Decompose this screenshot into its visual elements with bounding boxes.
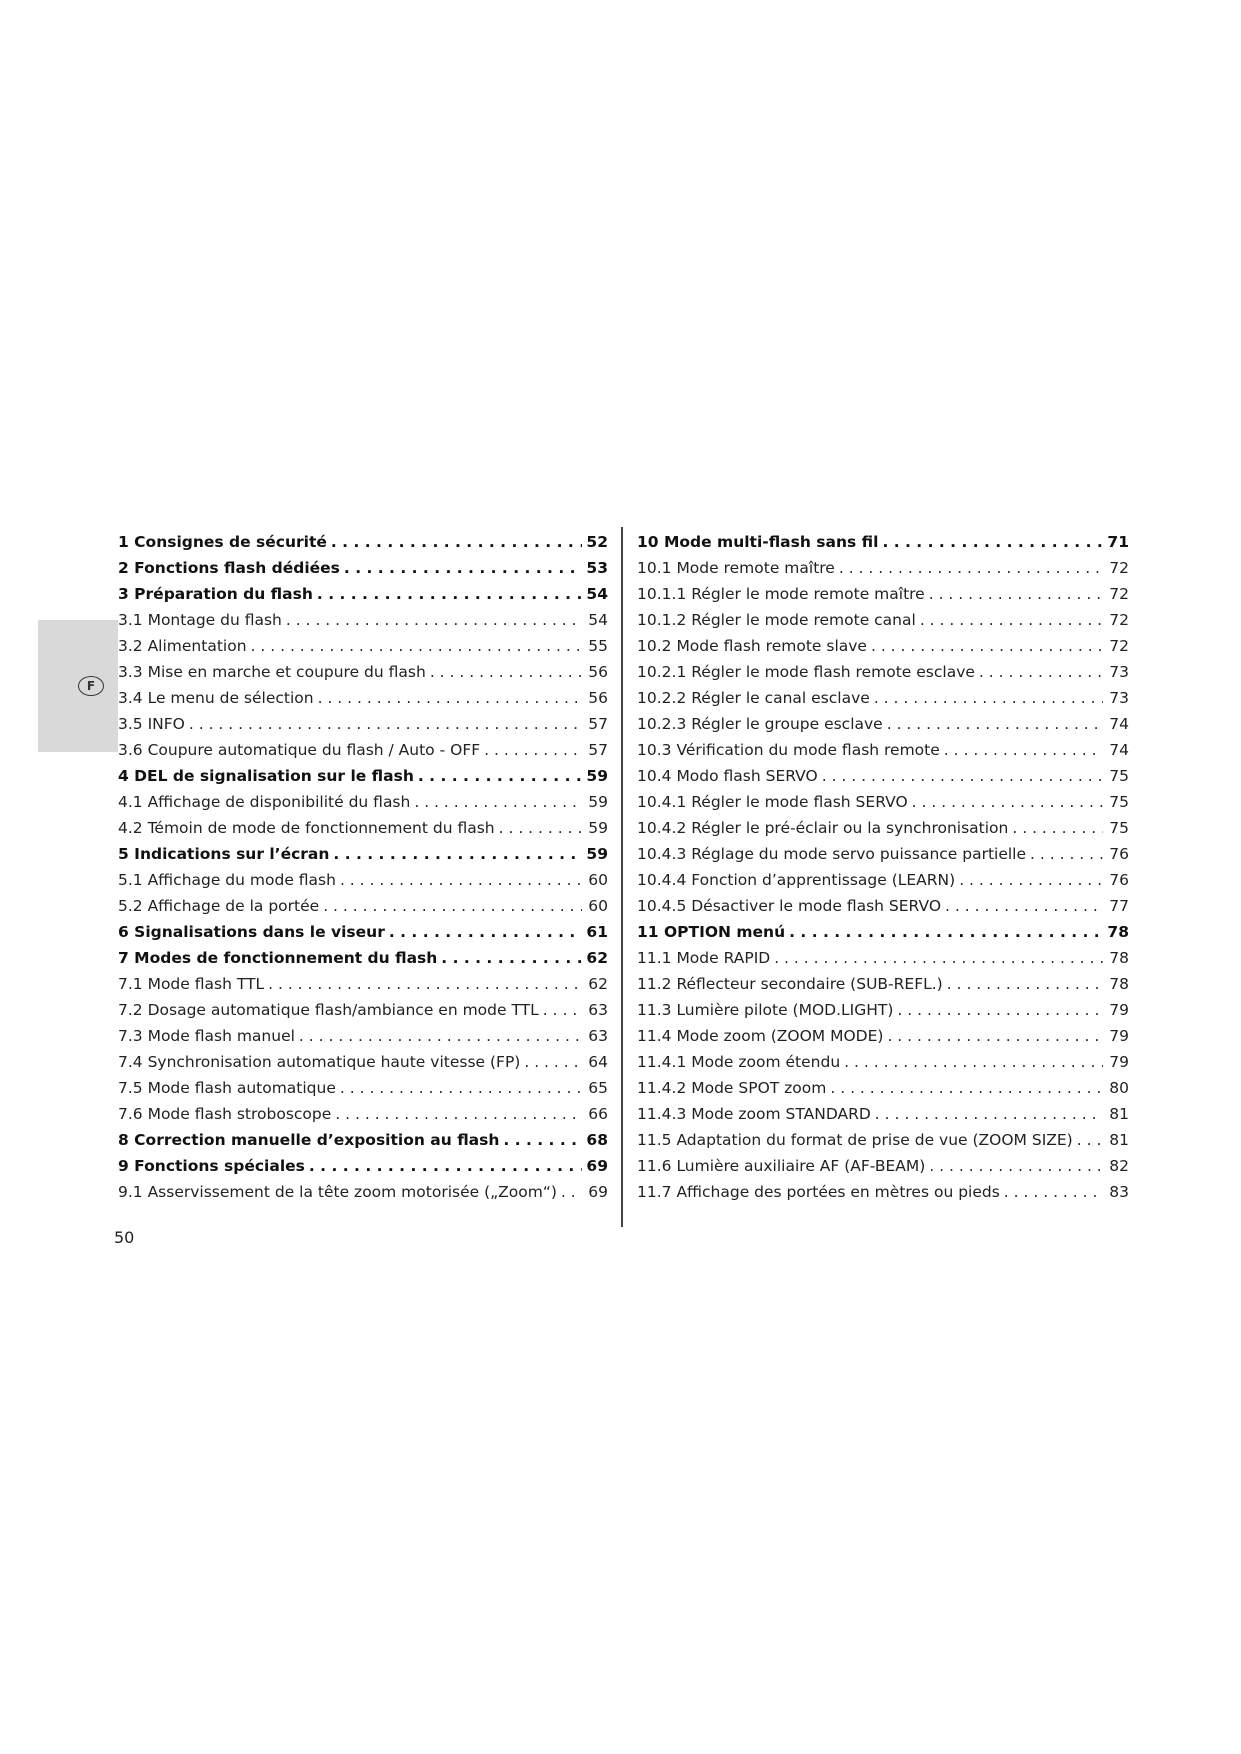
toc-entry-title: 7.6 Mode flash stroboscope <box>118 1105 332 1123</box>
toc-entry-page: 76 <box>1109 845 1129 863</box>
toc-entry-page: 63 <box>588 1001 608 1019</box>
toc-entry-title: 7.4 Synchronisation automatique haute vitesse (FP) <box>118 1053 521 1071</box>
toc-entry-page: 52 <box>586 533 608 551</box>
toc-entry <box>637 945 1129 971</box>
toc-entry-title: 7.5 Mode flash automatique <box>118 1079 336 1097</box>
toc-entry <box>118 971 608 997</box>
toc-entry-page: 62 <box>588 975 608 993</box>
toc-dot-leader <box>340 867 582 893</box>
toc-dot-leader <box>929 1153 1103 1179</box>
toc-dot-leader <box>499 815 582 841</box>
toc-dot-leader <box>189 711 582 737</box>
toc-dot-leader <box>340 1075 582 1101</box>
toc-dot-leader <box>1077 1127 1103 1153</box>
toc-entry <box>118 633 608 659</box>
toc-entry-page: 57 <box>588 741 608 759</box>
toc-entry <box>637 997 1129 1023</box>
toc-entry <box>118 763 608 789</box>
toc-entry <box>118 815 608 841</box>
toc-entry-page: 72 <box>1109 559 1129 577</box>
toc-entry-page: 53 <box>586 559 608 577</box>
toc-dot-leader <box>268 971 582 997</box>
toc-entry <box>637 893 1129 919</box>
toc-entry <box>637 581 1129 607</box>
toc-dot-leader <box>897 997 1103 1023</box>
toc-dot-leader <box>503 1127 582 1153</box>
toc-entry <box>118 555 608 581</box>
toc-entry-title: 1 Consignes de sécurité <box>118 533 327 551</box>
toc-entry-page: 59 <box>586 767 608 785</box>
toc-dot-leader <box>543 997 582 1023</box>
toc-entry-page: 54 <box>588 611 608 629</box>
toc-entry-title: 5.2 Affichage de la portée <box>118 897 320 915</box>
toc-entry-page: 76 <box>1109 871 1129 889</box>
toc-entry-page: 74 <box>1109 741 1129 759</box>
toc-entry-page: 59 <box>588 793 608 811</box>
toc-entry-title: 10.4.5 Désactiver le mode flash SERVO <box>637 897 942 915</box>
toc-entry-title: 10.4 Modo flash SERVO <box>637 767 818 785</box>
toc-entry <box>637 685 1129 711</box>
toc-dot-leader <box>789 919 1103 945</box>
toc-entry <box>118 737 608 763</box>
toc-entry-page: 59 <box>586 845 608 863</box>
toc-dot-leader <box>944 737 1103 763</box>
toc-entry-title: 8 Correction manuelle d’exposition au flash <box>118 1131 500 1149</box>
toc-entry-title: 11.4.1 Mode zoom étendu <box>637 1053 841 1071</box>
toc-dot-leader <box>251 633 582 659</box>
toc-dot-leader <box>286 607 582 633</box>
toc-entry <box>118 685 608 711</box>
toc-entry-title: 11.1 Mode RAPID <box>637 949 771 967</box>
toc-entry-title: 11 OPTION menú <box>637 923 786 941</box>
toc-entry <box>118 581 608 607</box>
toc-entry-page: 75 <box>1109 767 1129 785</box>
toc-entry-page: 75 <box>1109 793 1129 811</box>
page-number: 50 <box>114 1228 135 1247</box>
toc-dot-leader <box>561 1179 582 1205</box>
toc-entry-title: 11.4.3 Mode zoom STANDARD <box>637 1105 871 1123</box>
toc-entry-title: 10.1 Mode remote maître <box>637 559 835 577</box>
toc-dot-leader <box>335 1101 582 1127</box>
toc-entry-title: 10.4.3 Réglage du mode servo puissance partielle <box>637 845 1027 863</box>
toc-entry-page: 81 <box>1109 1105 1129 1123</box>
toc-dot-leader <box>414 789 582 815</box>
toc-entry <box>118 1101 608 1127</box>
toc-entry-title: 10.3 Vérification du mode flash remote <box>637 741 940 759</box>
toc-entry-page: 65 <box>588 1079 608 1097</box>
toc-entry <box>637 607 1129 633</box>
toc-entry-page: 79 <box>1109 1027 1129 1045</box>
toc-dot-leader <box>1030 841 1103 867</box>
toc-entry <box>637 633 1129 659</box>
toc-entry-page: 77 <box>1109 897 1129 915</box>
toc-entry <box>637 1075 1129 1101</box>
toc-entry-page: 69 <box>586 1157 608 1175</box>
toc-entry <box>118 919 608 945</box>
toc-entry-title: 4.2 Témoin de mode de fonctionnement du flash <box>118 819 495 837</box>
toc-entry-page: 59 <box>588 819 608 837</box>
toc-entry-page: 62 <box>586 949 608 967</box>
toc-entry-title: 10.2.2 Régler le canal esclave <box>637 689 870 707</box>
toc-dot-leader <box>1004 1179 1103 1205</box>
toc-entry <box>637 867 1129 893</box>
toc-dot-leader <box>333 841 582 867</box>
toc-dot-leader <box>331 529 582 555</box>
toc-dot-leader <box>979 659 1103 685</box>
toc-entry-page: 78 <box>1109 949 1129 967</box>
toc-entry-page: 74 <box>1109 715 1129 733</box>
toc-entry-title: 4 DEL de signalisation sur le flash <box>118 767 414 785</box>
toc-entry <box>118 1179 608 1205</box>
toc-entry <box>118 1023 608 1049</box>
toc-entry-page: 75 <box>1109 819 1129 837</box>
toc-entry <box>637 841 1129 867</box>
toc-entry-page: 71 <box>1107 533 1129 551</box>
toc-dot-leader <box>912 789 1103 815</box>
toc-entry-page: 60 <box>588 897 608 915</box>
toc-entry-page: 57 <box>588 715 608 733</box>
toc-dot-leader <box>344 555 582 581</box>
toc-entry-page: 72 <box>1109 585 1129 603</box>
toc-entry <box>118 841 608 867</box>
toc-entry <box>637 659 1129 685</box>
toc-entry <box>637 763 1129 789</box>
toc-entry-title: 11.2 Réflecteur secondaire (SUB-REFL.) <box>637 975 943 993</box>
toc-entry-page: 72 <box>1109 637 1129 655</box>
toc-entry <box>118 893 608 919</box>
toc-entry-title: 10.4.2 Régler le pré-éclair ou la synchronisation <box>637 819 1009 837</box>
toc-entry <box>637 711 1129 737</box>
toc-entry-page: 73 <box>1109 689 1129 707</box>
language-mark-icon: F <box>78 676 104 696</box>
toc-entry-title: 10.2.3 Régler le groupe esclave <box>637 715 883 733</box>
toc-entry-title: 11.7 Affichage des portées en mètres ou pieds <box>637 1183 1000 1201</box>
toc-entry-title: 3.2 Alimentation <box>118 637 247 655</box>
toc-entry-page: 72 <box>1109 611 1129 629</box>
toc-dot-leader <box>945 893 1103 919</box>
toc-entry <box>118 867 608 893</box>
toc-entry <box>637 529 1129 555</box>
toc-entry-title: 3.3 Mise en marche et coupure du flash <box>118 663 426 681</box>
toc-entry <box>637 919 1129 945</box>
toc-dot-leader <box>299 1023 582 1049</box>
toc-dot-leader <box>874 685 1103 711</box>
toc-entry <box>637 789 1129 815</box>
toc-entry-title: 9.1 Asservissement de la tête zoom motorisée („Zoom“) <box>118 1183 557 1201</box>
toc-dot-leader <box>882 529 1103 555</box>
toc-entry <box>118 945 608 971</box>
toc-entry-page: 83 <box>1109 1183 1129 1201</box>
toc-entry-title: 10.4.4 Fonction d’apprentissage (LEARN) <box>637 871 956 889</box>
toc-entry <box>118 1153 608 1179</box>
toc-entry-page: 79 <box>1109 1001 1129 1019</box>
toc-dot-leader <box>441 945 582 971</box>
toc-entry <box>118 789 608 815</box>
toc-dot-leader <box>839 555 1103 581</box>
toc-entry-page: 73 <box>1109 663 1129 681</box>
toc-entry <box>637 1179 1129 1205</box>
toc-entry-title: 11.4 Mode zoom (ZOOM MODE) <box>637 1027 884 1045</box>
toc-entry-page: 78 <box>1109 975 1129 993</box>
toc-entry-title: 10.4.1 Régler le mode flash SERVO <box>637 793 908 811</box>
toc-entry <box>637 1023 1129 1049</box>
toc-entry-title: 3.4 Le menu de sélection <box>118 689 314 707</box>
toc-entry-page: 64 <box>588 1053 608 1071</box>
toc-entry-page: 60 <box>588 871 608 889</box>
toc-dot-leader <box>484 737 582 763</box>
toc-dot-leader <box>929 581 1103 607</box>
toc-left-column <box>118 529 608 1205</box>
toc-entry-page: 79 <box>1109 1053 1129 1071</box>
toc-entry-title: 11.6 Lumière auxiliaire AF (AF-BEAM) <box>637 1157 926 1175</box>
toc-entry-title: 11.4.2 Mode SPOT zoom <box>637 1079 827 1097</box>
toc-entry-page: 81 <box>1109 1131 1129 1149</box>
toc-entry-title: 7.1 Mode flash TTL <box>118 975 265 993</box>
toc-dot-leader <box>323 893 582 919</box>
toc-entry-title: 10.1.1 Régler le mode remote maître <box>637 585 925 603</box>
toc-entry <box>118 1049 608 1075</box>
toc-entry-page: 63 <box>588 1027 608 1045</box>
toc-entry-title: 3.5 INFO <box>118 715 185 733</box>
toc-entry-page: 82 <box>1109 1157 1129 1175</box>
toc-entry-title: 10 Mode multi-flash sans fil <box>637 533 879 551</box>
toc-entry-title: 6 Signalisations dans le viseur <box>118 923 385 941</box>
toc-entry <box>118 1075 608 1101</box>
toc-dot-leader <box>1012 815 1103 841</box>
toc-dot-leader <box>430 659 582 685</box>
toc-entry-page: 55 <box>588 637 608 655</box>
toc-dot-leader <box>844 1049 1103 1075</box>
toc-entry <box>118 529 608 555</box>
toc-dot-leader <box>318 685 582 711</box>
toc-dot-leader <box>887 711 1103 737</box>
toc-dot-leader <box>524 1049 582 1075</box>
toc-entry-title: 5.1 Affichage du mode flash <box>118 871 336 889</box>
toc-dot-leader <box>830 1075 1103 1101</box>
toc-right-column <box>637 529 1129 1205</box>
toc-entry <box>118 997 608 1023</box>
column-divider <box>621 527 623 1227</box>
toc-entry-page: 80 <box>1109 1079 1129 1097</box>
toc-entry-title: 3.1 Montage du flash <box>118 611 282 629</box>
toc-entry <box>637 971 1129 997</box>
toc-entry-page: 78 <box>1107 923 1129 941</box>
toc-entry-page: 61 <box>586 923 608 941</box>
toc-dot-leader <box>959 867 1103 893</box>
toc-dot-leader <box>774 945 1103 971</box>
toc-entry-title: 10.2.1 Régler le mode flash remote esclave <box>637 663 975 681</box>
toc-entry-title: 9 Fonctions spéciales <box>118 1157 305 1175</box>
toc-entry-page: 69 <box>588 1183 608 1201</box>
toc-entry-title: 7.3 Mode flash manuel <box>118 1027 295 1045</box>
toc-dot-leader <box>947 971 1103 997</box>
toc-entry-title: 2 Fonctions flash dédiées <box>118 559 340 577</box>
toc-entry-title: 11.3 Lumière pilote (MOD.LIGHT) <box>637 1001 894 1019</box>
toc-dot-leader <box>871 633 1103 659</box>
toc-entry-title: 11.5 Adaptation du format de prise de vue (ZOOM SIZE) <box>637 1131 1073 1149</box>
toc-dot-leader <box>822 763 1103 789</box>
toc-entry <box>118 659 608 685</box>
toc-dot-leader <box>418 763 582 789</box>
toc-dot-leader <box>920 607 1103 633</box>
toc-entry <box>118 711 608 737</box>
toc-entry <box>637 737 1129 763</box>
toc-entry-title: 10.1.2 Régler le mode remote canal <box>637 611 916 629</box>
toc-entry <box>637 1101 1129 1127</box>
toc-entry-title: 3.6 Coupure automatique du flash / Auto - OFF <box>118 741 481 759</box>
toc-entry <box>637 1049 1129 1075</box>
toc-entry-title: 7.2 Dosage automatique flash/ambiance en mode TTL <box>118 1001 539 1019</box>
toc-entry-page: 54 <box>586 585 608 603</box>
toc-entry <box>637 1153 1129 1179</box>
toc-entry <box>637 1127 1129 1153</box>
toc-entry-page: 68 <box>586 1131 608 1149</box>
toc-entry-title: 10.2 Mode flash remote slave <box>637 637 867 655</box>
toc-dot-leader <box>887 1023 1103 1049</box>
toc-entry-title: 3 Préparation du flash <box>118 585 313 603</box>
toc-entry-page: 56 <box>588 689 608 707</box>
toc-entry <box>118 607 608 633</box>
toc-entry-page: 66 <box>588 1105 608 1123</box>
toc-entry-page: 56 <box>588 663 608 681</box>
toc-dot-leader <box>389 919 582 945</box>
toc-entry-title: 7 Modes de fonctionnement du flash <box>118 949 438 967</box>
toc-entry <box>637 555 1129 581</box>
toc-entry-title: 5 Indications sur l’écran <box>118 845 330 863</box>
toc-entry-title: 4.1 Affichage de disponibilité du flash <box>118 793 411 811</box>
toc-dot-leader <box>317 581 582 607</box>
toc-entry <box>118 1127 608 1153</box>
toc-entry <box>637 815 1129 841</box>
toc-dot-leader <box>875 1101 1103 1127</box>
toc-dot-leader <box>309 1153 582 1179</box>
